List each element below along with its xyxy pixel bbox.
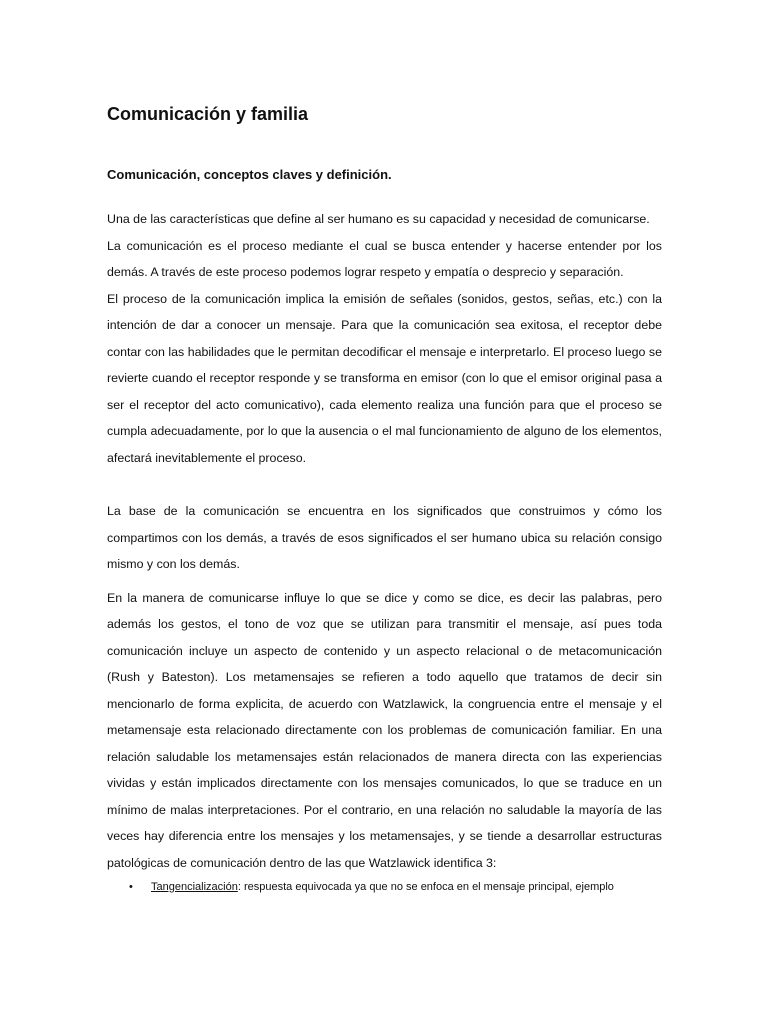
bullet-marker: • [129, 881, 133, 893]
document-body [107, 206, 662, 895]
paragraph-4: La base de la comunicación se encuentra en los significados que construimos y cómo los compartimos con los demás, a través de esos significados el ser humano ubica su relación consigo mismo y con los demás. [107, 504, 662, 571]
bullet-item [107, 879, 662, 895]
document-title: Comunicación y familia [107, 104, 309, 124]
paragraph-5: En la manera de comunicarse influye lo que se dice y como se dice, es decir las palabras, pero además los gestos, el tono de voz que se utilizan para transmitir el mensaje, así pues toda comunicación incluye un aspecto de contenido y un aspecto relacional o de metacomunicación (Rush y Bateston). Los metamensajes se refieren a todo aquello que tratamos de decir sin mencionarlo de forma explicita, de acuerdo con Watzlawick, la congruencia entre el mensaje y el metamensaje esta relacionado directamente con los problemas de comunicación familiar. En una relación saludable los metamensajes están relacionados de manera directa con las experiencias vividas y están implicados directamente con los mensajes comunicados, lo que se traduce en un mínimo de malas interpretaciones. Por el contrario, en una relación no saludable la mayoría de las veces hay diferencia entre los mensajes y los metamensajes, y se tiende a desarrollar estructuras patológicas de comunicación dentro de las que Watzlawick identifica 3: [107, 590, 662, 870]
paragraph-1: Una de las características que define al ser humano es su capacidad y necesidad de comunicarse. [107, 212, 650, 226]
bullet-list [107, 879, 662, 895]
paragraph-2: La comunicación es el proceso mediante el cual se busca entender y hacerse entender por los demás. A través de este proceso podemos lograr respeto y empatía o desprecio y separación. [107, 238, 662, 279]
paragraph-3: El proceso de la comunicación implica la emisión de señales (sonidos, gestos, señas, etc.) con la intención de dar a conocer un mensaje. Para que la comunicación sea exitosa, el receptor debe contar con las habilidades que le permitan decodificar el mensaje e interpretarlo. El proceso luego se revierte cuando el receptor responde y se transforma en emisor (con lo que el emisor original pasa a ser el receptor del acto comunicativo), cada elemento realiza una función para que el proceso se cumpla adecuadamente, por lo que la ausencia o el mal funcionamiento de alguno de los elementos, afectará inevitablemente el proceso. [107, 291, 662, 465]
bullet-term: Tangencialización [151, 881, 238, 893]
bullet-text [129, 879, 614, 895]
section-heading: Comunicación, conceptos claves y definición. [107, 167, 392, 182]
bullet-description: : respuesta equivocada ya que no se enfoca en el mensaje principal, ejemplo [237, 881, 614, 893]
